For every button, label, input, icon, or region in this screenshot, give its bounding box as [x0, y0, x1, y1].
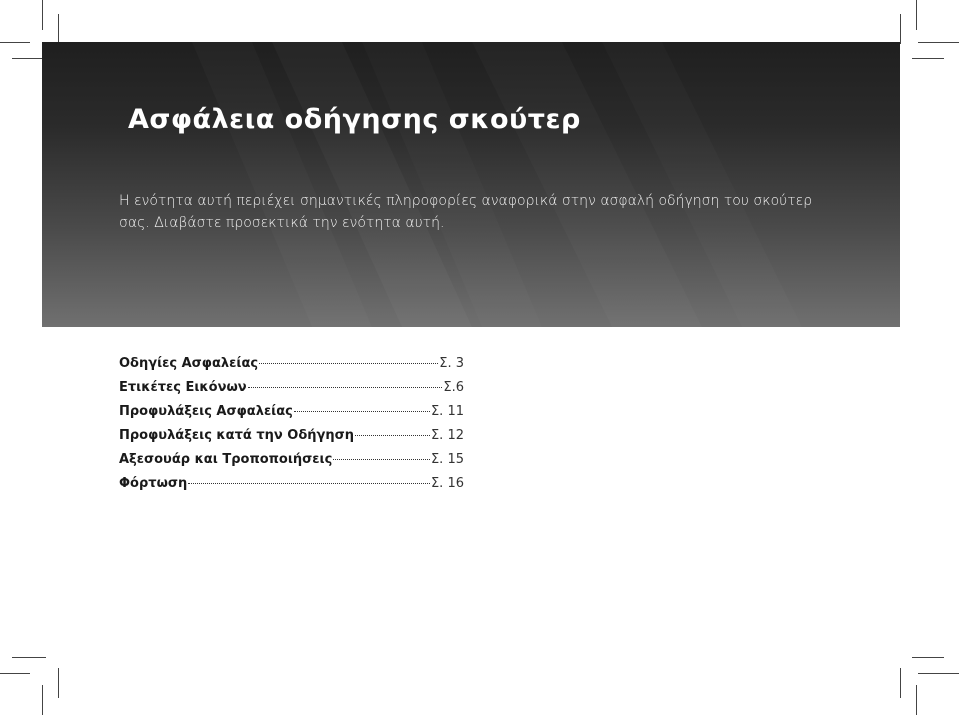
- crop-mark: [58, 14, 59, 44]
- crop-mark: [918, 673, 959, 674]
- crop-mark: [912, 657, 944, 658]
- toc-entry-page: Σ. 3: [439, 356, 464, 371]
- toc-leader-dots: [188, 483, 430, 484]
- toc-entry-page: Σ.6: [443, 380, 464, 395]
- toc-entry-safety-instructions[interactable]: [119, 356, 464, 380]
- crop-mark: [900, 668, 901, 698]
- intro-text: Η ενότητα αυτή περιέχει σημαντικές πληροφορίες αναφορικά στην ασφαλή οδήγηση του σκούτερ σας. Διαβάστε προσεκτικά την ενότητα αυτή.: [119, 193, 813, 231]
- toc-leader-dots: [294, 411, 430, 412]
- toc-entry-label: Φόρτωση: [119, 476, 188, 491]
- toc-entry-riding-precautions[interactable]: [119, 428, 464, 452]
- crop-mark: [0, 42, 30, 43]
- crop-mark: [12, 58, 46, 59]
- crop-mark: [0, 673, 30, 674]
- toc-entry-page: Σ. 15: [430, 452, 464, 467]
- crop-mark: [918, 42, 959, 43]
- table-of-contents: [119, 356, 464, 500]
- toc-entry-label: Αξεσουάρ και Τροποποιήσεις: [119, 452, 333, 467]
- toc-entry-safety-precautions[interactable]: [119, 404, 464, 428]
- toc-leader-dots: [333, 459, 430, 460]
- crop-mark: [912, 58, 944, 59]
- toc-entry-image-labels[interactable]: [119, 380, 464, 404]
- toc-entry-label: Προφυλάξεις κατά την Οδήγηση: [119, 428, 355, 443]
- toc-entry-accessories[interactable]: [119, 452, 464, 476]
- toc-entry-loading[interactable]: [119, 476, 464, 500]
- toc-leader-dots: [259, 363, 438, 364]
- crop-mark: [900, 14, 901, 44]
- crop-mark: [42, 0, 43, 30]
- toc-leader-dots: [355, 435, 430, 436]
- crop-mark: [42, 685, 43, 715]
- header-banner: [42, 42, 900, 327]
- toc-entry-label: Οδηγίες Ασφαλείας: [119, 356, 259, 371]
- page-title: Ασφάλεια οδήγησης σκούτερ: [128, 104, 581, 135]
- crop-mark: [916, 685, 917, 715]
- crop-mark: [58, 668, 59, 698]
- toc-entry-page: Σ. 12: [430, 428, 464, 443]
- banner-stripes: [42, 42, 900, 327]
- toc-entry-page: Σ. 11: [430, 404, 464, 419]
- toc-entry-page: Σ. 16: [430, 476, 464, 491]
- crop-mark: [12, 657, 46, 658]
- toc-leader-dots: [248, 387, 443, 388]
- toc-entry-label: Ετικέτες Εικόνων: [119, 380, 247, 395]
- crop-mark: [916, 0, 917, 30]
- toc-entry-label: Προφυλάξεις Ασφαλείας: [119, 404, 293, 419]
